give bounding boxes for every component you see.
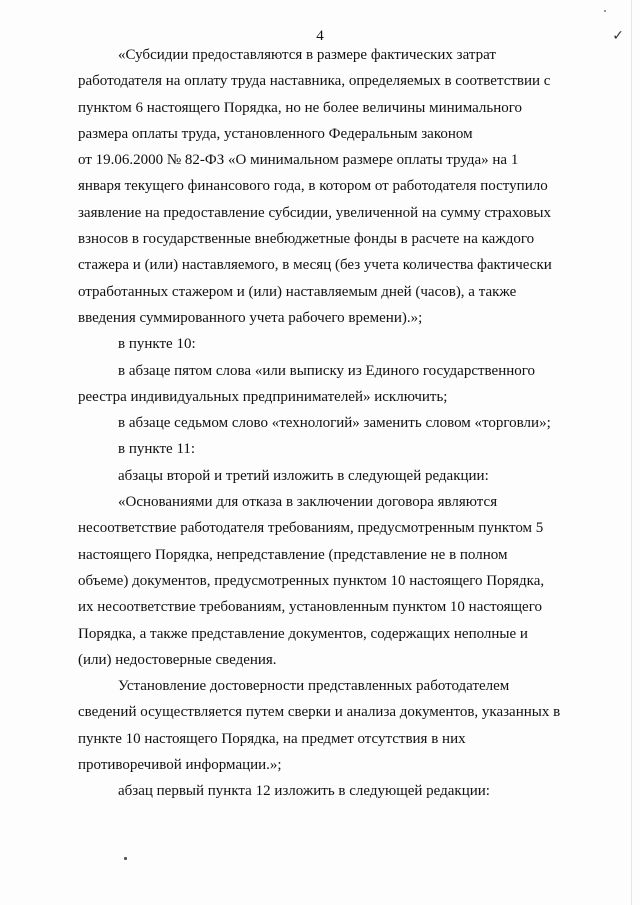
text-line: пункте 10 настоящего Порядка, на предмет отсутствия в них [78, 730, 466, 747]
text-line: отработанных стажером и (или) наставляемым дней (часов), а также [78, 283, 517, 300]
text-line: января текущего финансового года, в котором от работодателя поступило [78, 178, 548, 195]
scan-speck [604, 10, 606, 12]
text-line: «Основаниями для отказа в заключении договора являются [118, 494, 498, 511]
text-line: абзацы второй и третий изложить в следующей редакции: [118, 467, 489, 484]
text-line: «Субсидии предоставляются в размере фактических затрат [118, 47, 496, 63]
text-line: работодателя на оплату труда наставника, определяемых в соответствии с [78, 73, 551, 90]
text-line: в пункте 11: [118, 441, 196, 458]
text-line: Установление достоверности представленных работодателем [118, 678, 510, 695]
page-number: 4 [316, 28, 324, 44]
scan-speck [124, 857, 127, 860]
text-line: в абзаце седьмом слово «технологий» заменить словом «торговли»; [118, 415, 551, 432]
text-line: взносов в государственные внебюджетные фонды в расчете на каждого [78, 231, 535, 248]
text-line: в пункте 10: [118, 336, 196, 353]
text-line: в абзаце пятом слова «или выписку из Единого государственного [118, 362, 536, 379]
text-line: настоящего Порядка, непредставление (представление не в полном [78, 546, 508, 563]
text-line: размера оплаты труда, установленного Федеральным законом [78, 125, 473, 142]
text-line: заявление на предоставление субсидии, увеличенной на сумму страховых [78, 204, 551, 221]
text-line: противоречивой информации.»; [78, 757, 282, 774]
text-line: реестра индивидуальных предпринимателей» исключить; [78, 388, 448, 405]
check-mark-icon: ✓ [612, 28, 624, 44]
text-line: сведений осуществляется путем сверки и анализа документов, указанных в [78, 704, 561, 721]
text-line: Порядка, а также представление документов, содержащих неполные и [78, 625, 528, 642]
page-edge-shadow [631, 0, 632, 905]
text-line: (или) недостоверные сведения. [78, 651, 277, 668]
text-line: стажера и (или) наставляемого, в месяц (без учета количества фактически [78, 257, 552, 274]
text-line: несоответствие работодателя требованиям, предусмотренным пунктом 5 [78, 520, 544, 537]
text-line: введения суммированного учета рабочего времени).»; [78, 309, 423, 326]
text-line: объеме) документов, предусмотренных пунктом 10 настоящего Порядка, [78, 572, 545, 589]
text-line: абзац первый пункта 12 изложить в следующей редакции: [118, 783, 490, 800]
text-line: от 19.06.2000 № 82-ФЗ «О минимальном размере оплаты труда» на 1 [78, 152, 519, 169]
text-line: их несоответствие требованиям, установленным пунктом 10 настоящего [78, 599, 542, 616]
text-line: пунктом 6 настоящего Порядка, но не более величины минимального [78, 99, 523, 116]
document-body [78, 42, 562, 805]
